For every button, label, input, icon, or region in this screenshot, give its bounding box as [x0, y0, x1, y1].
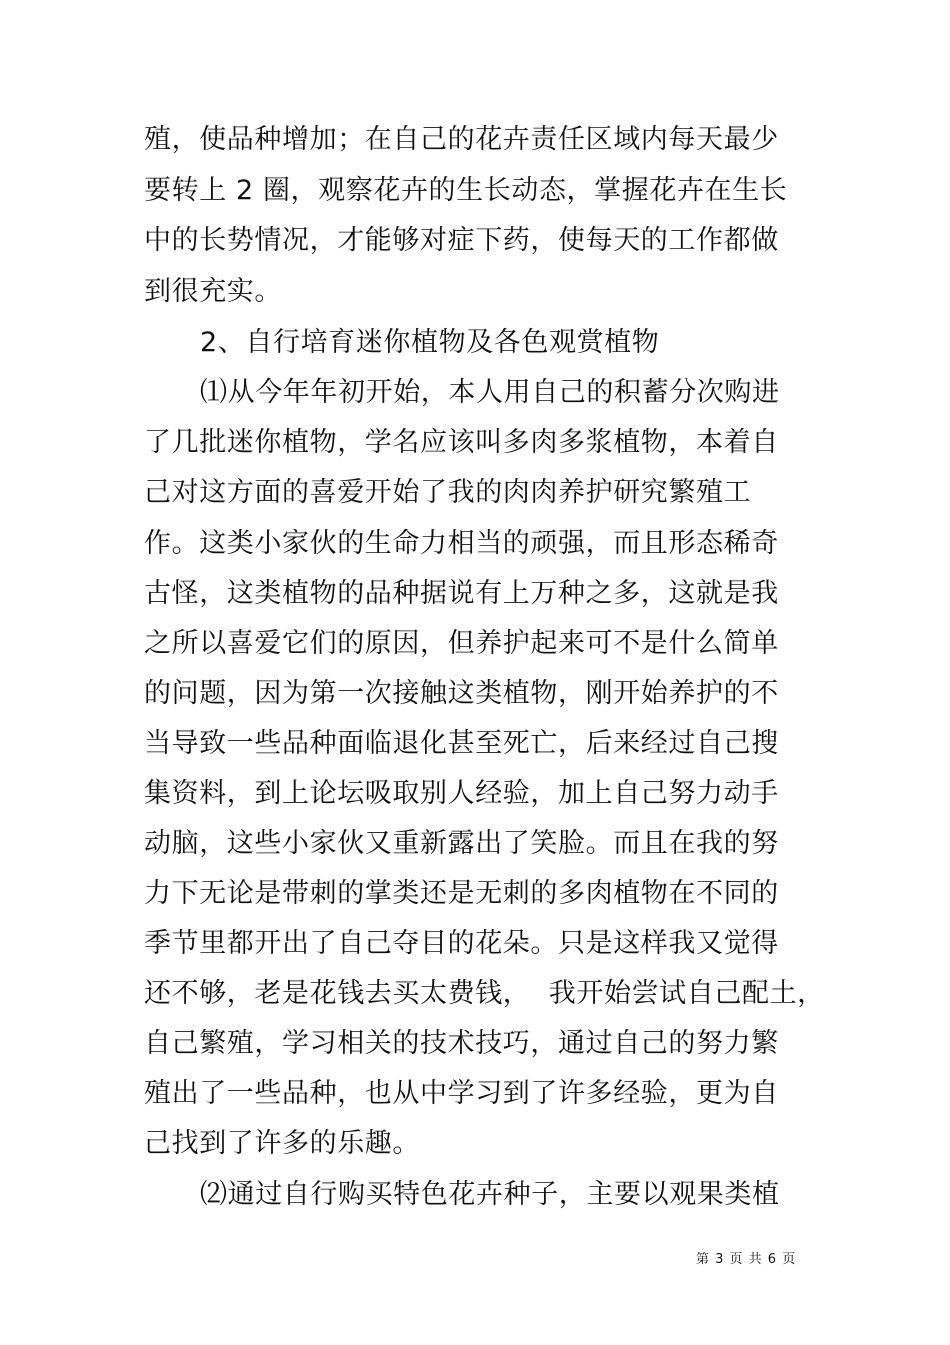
paragraph-1-line-14: 自己繁殖，学习相关的技术技巧，通过自己的努力繁	[144, 1028, 779, 1059]
paragraph-1-line-8: 当导致一些品种面临退化甚至死亡，后来经过自己搜	[144, 728, 779, 759]
paragraph-1-line-4: 作。这类小家伙的生命力相当的顽强，而且形态稀奇	[144, 528, 779, 559]
paragraph-1-line-15: 殖出了一些品种，也从中学习到了许多经验，更为自	[144, 1078, 779, 1109]
paragraph-1-line-16: 己找到了许多的乐趣。	[144, 1128, 420, 1159]
paragraph-1-line-13: 还不够，老是花钱去买太费钱， 我开始尝试自己配土，	[144, 978, 825, 1009]
text-line-3: 中的长势情况，才能够对症下药，使每天的工作都做	[144, 225, 779, 256]
text-line-2: 要转上 2 圈，观察花卉的生长动态，掌握花卉在生长	[144, 175, 788, 206]
paragraph-1-line-3: 己对这方面的喜爱开始了我的肉肉养护研究繁殖工	[144, 477, 752, 508]
paragraph-1-line-2: 了几批迷你植物，学名应该叫多肉多浆植物，本着自	[144, 427, 779, 458]
paragraph-1-line-12: 季节里都开出了自己夺目的花朵。只是这样我又觉得	[144, 928, 779, 959]
paragraph-1-line-5: 古怪，这类植物的品种据说有上万种之多，这就是我	[144, 578, 779, 609]
text-line-4: 到很充实。	[144, 276, 282, 307]
section-heading: 2、自行培育迷你植物及各色观赏植物	[200, 327, 660, 358]
paragraph-1-line-1: ⑴从今年年初开始，本人用自己的积蓄分次购进	[200, 377, 780, 408]
paragraph-1-line-7: 的问题，因为第一次接触这类植物，刚开始养护的不	[144, 678, 779, 709]
paragraph-1-line-6: 之所以喜爱它们的原因，但养护起来可不是什么简单	[144, 628, 779, 659]
paragraph-1-line-10: 动脑，这些小家伙又重新露出了笑脸。而且在我的努	[144, 828, 779, 859]
paragraph-1-line-11: 力下无论是带刺的掌类还是无刺的多肉植物在不同的	[144, 878, 779, 909]
text-line-1: 殖，使品种增加；在自己的花卉责任区域内每天最少	[144, 124, 779, 155]
paragraph-2-line-1: ⑵通过自行购买特色花卉种子，主要以观果类植	[200, 1179, 780, 1210]
page-number-footer: 第 3 页 共 6 页	[696, 1252, 797, 1267]
paragraph-1-line-9: 集资料，到上论坛吸取别人经验，加上自己努力动手	[144, 778, 779, 809]
